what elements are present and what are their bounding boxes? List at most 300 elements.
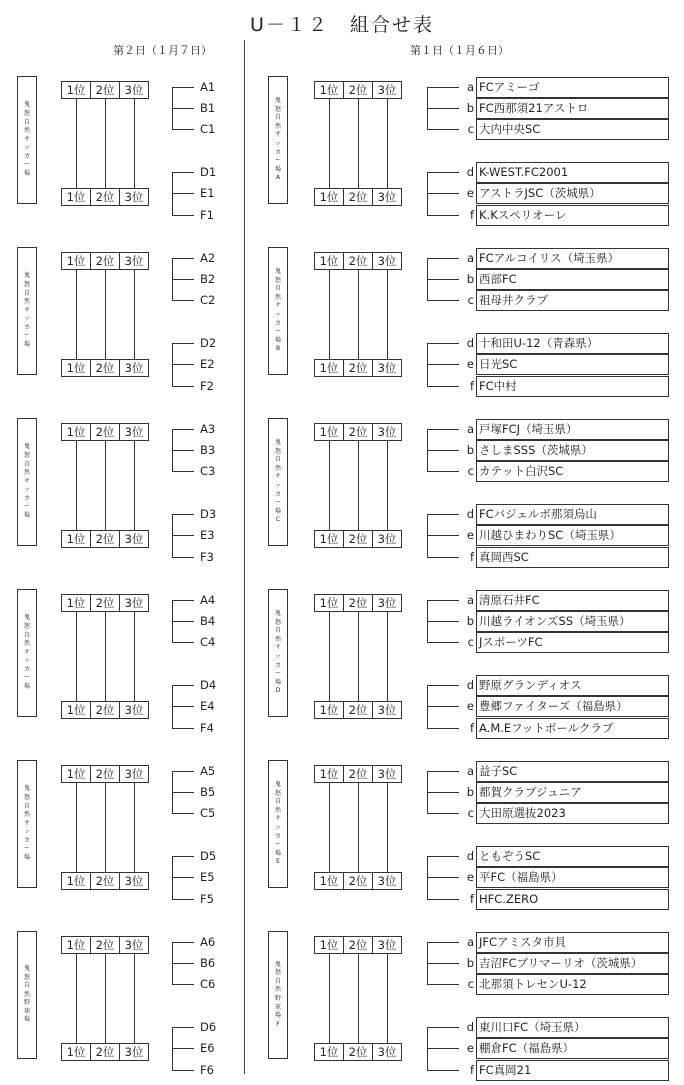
rank-2-cell: 2位 <box>343 360 372 376</box>
venue-char: 場 <box>274 336 281 344</box>
day1-bracket-line-1 <box>427 279 459 280</box>
venue-char: ー <box>274 841 281 849</box>
team-letter-label: b <box>466 443 474 457</box>
day2-bracket-line-4 <box>172 877 194 878</box>
day1-bracket-line-2 <box>427 984 459 985</box>
day1-upper-rank-box <box>314 765 402 783</box>
day1-match-line <box>358 612 359 701</box>
day1-bracket-line-4 <box>427 193 459 194</box>
group-block <box>0 412 684 572</box>
team-letter-label: a <box>466 251 474 265</box>
team-name-box: 豊郷ファイターズ（福島県） <box>476 696 669 717</box>
day2-bracket-line-1 <box>172 279 194 280</box>
group-code-label: E6 <box>200 1041 215 1055</box>
venue-char: 自 <box>23 631 30 639</box>
team-letter-label: d <box>466 678 474 692</box>
group-code-label: B4 <box>200 614 216 628</box>
venue-char: 然 <box>274 806 281 814</box>
venue-char: 場 <box>274 678 281 686</box>
day1-bracket-connector-top <box>427 942 428 984</box>
day2-match-line <box>105 612 106 701</box>
rank-1-cell: 1位 <box>319 190 339 204</box>
rank-3-cell: 3位 <box>119 873 148 889</box>
day1-upper-rank-box <box>314 252 402 270</box>
rank-2-cell: 2位 <box>343 595 372 611</box>
day2-bracket-line-2 <box>172 984 194 985</box>
day2-lower-rank-box <box>61 1043 149 1061</box>
venue-char: ー <box>274 499 281 507</box>
venue-char: ッ <box>274 311 281 318</box>
venue-char: ー <box>23 503 30 511</box>
day1-match-line <box>387 612 388 701</box>
rank-3-cell: 3位 <box>119 82 148 98</box>
day2-match-line <box>76 783 77 872</box>
day2-lower-rank-box <box>61 359 149 377</box>
team-name-box: 十和田U-12（青森県） <box>476 333 669 354</box>
day1-bracket-line-2 <box>427 300 459 301</box>
day2-bracket-line-0 <box>172 942 194 943</box>
day2-bracket-line-4 <box>172 1048 194 1049</box>
day1-bracket-line-1 <box>427 450 459 451</box>
day1-venue-label <box>268 760 288 888</box>
day2-bracket-line-2 <box>172 471 194 472</box>
day2-bracket-line-5 <box>172 1070 194 1071</box>
group-code-label: A5 <box>200 764 216 778</box>
day1-bracket-line-1 <box>427 963 459 964</box>
day2-bracket-line-2 <box>172 129 194 130</box>
rank-2-cell: 2位 <box>343 766 372 782</box>
rank-2-cell: 2位 <box>90 1044 119 1060</box>
team-letter-label: f <box>469 208 474 222</box>
day2-bracket-connector-top <box>172 258 173 300</box>
team-letter-label: b <box>466 614 474 628</box>
day2-bracket-line-2 <box>172 300 194 301</box>
team-name-box: JスポーツFC <box>476 632 669 653</box>
venue-char: 怒 <box>274 105 281 113</box>
venue-char: 場 <box>274 165 281 173</box>
venue-char: 然 <box>274 464 281 472</box>
day2-bracket-line-1 <box>172 450 194 451</box>
group-code-label: A1 <box>200 80 216 94</box>
group-code-label: A4 <box>200 593 216 607</box>
venue-char: 怒 <box>274 276 281 284</box>
day1-bracket-line-0 <box>427 258 459 259</box>
day1-match-line <box>329 612 330 701</box>
team-letter-label: e <box>466 186 474 200</box>
group-code-label: E3 <box>200 528 215 542</box>
day2-bracket-line-5 <box>172 386 194 387</box>
day2-bracket-connector-top <box>172 600 173 642</box>
day2-bracket-connector-top <box>172 87 173 129</box>
day2-bracket-line-0 <box>172 87 194 88</box>
rank-3-cell: 3位 <box>372 82 401 98</box>
rank-2-cell: 2位 <box>90 595 119 611</box>
day2-bracket-line-3 <box>172 343 194 344</box>
team-letter-label: f <box>469 1063 474 1077</box>
day1-bracket-line-5 <box>427 215 459 216</box>
rank-2-cell: 2位 <box>90 702 119 718</box>
rank-1-cell: 1位 <box>66 83 86 97</box>
day2-venue-label <box>17 418 37 546</box>
group-code-label: C3 <box>200 464 216 478</box>
day2-lower-rank-box <box>61 188 149 206</box>
day2-match-line <box>76 954 77 1043</box>
team-letter-label: f <box>469 721 474 735</box>
day1-bracket-line-4 <box>427 706 459 707</box>
day2-upper-rank-box <box>61 594 149 612</box>
rank-3-cell: 3位 <box>372 766 401 782</box>
group-code-label: F3 <box>200 550 214 564</box>
rank-1-cell: 1位 <box>319 532 339 546</box>
group-block <box>0 925 684 1085</box>
team-name-box: 都賀クラブジュニア <box>476 782 669 803</box>
venue-char: サ <box>274 644 281 652</box>
venue-char: 野 <box>23 999 30 1007</box>
rank-2-cell: 2位 <box>90 253 119 269</box>
day2-match-line <box>76 99 77 188</box>
day2-heading: 第２日（１月７日） <box>113 44 212 57</box>
venue-char: 自 <box>23 289 30 297</box>
venue-char: 然 <box>274 986 281 994</box>
venue-char: ッ <box>274 653 281 660</box>
group-code-label: B5 <box>200 785 216 799</box>
venue-char: 場 <box>23 683 30 691</box>
team-letter-label: e <box>466 870 474 884</box>
venue-char: 鬼 <box>23 964 30 972</box>
day2-bracket-line-3 <box>172 1027 194 1028</box>
venue-char: カ <box>274 490 281 498</box>
rank-3-cell: 3位 <box>372 531 401 547</box>
team-name-box: カテット白沢SC <box>476 461 669 482</box>
day2-match-line <box>105 441 106 530</box>
rank-1-cell: 1位 <box>66 1045 86 1059</box>
rank-2-cell: 2位 <box>343 702 372 718</box>
rank-3-cell: 3位 <box>119 360 148 376</box>
team-letter-label: f <box>469 892 474 906</box>
team-letter-label: b <box>466 101 474 115</box>
venue-char: サ <box>23 477 30 485</box>
group-code-label: E4 <box>200 699 215 713</box>
group-code-label: F6 <box>200 1063 214 1077</box>
venue-char: 怒 <box>274 789 281 797</box>
venue-char: 自 <box>23 802 30 810</box>
day2-bracket-line-1 <box>172 108 194 109</box>
venue-char: カ <box>23 152 30 160</box>
rank-1-cell: 1位 <box>319 361 339 375</box>
rank-1-cell: 1位 <box>319 938 339 952</box>
day1-match-line <box>358 99 359 188</box>
group-code-label: F5 <box>200 892 214 906</box>
team-name-box: 益子SC <box>476 761 669 782</box>
venue-char: 鬼 <box>23 443 30 451</box>
rank-1-cell: 1位 <box>319 596 339 610</box>
group-code-label: E2 <box>200 357 215 371</box>
venue-char: 自 <box>23 118 30 126</box>
day1-bracket-connector-top <box>427 429 428 471</box>
team-letter-label: a <box>466 422 474 436</box>
rank-3-cell: 3位 <box>372 873 401 889</box>
venue-char: 場 <box>23 1016 30 1024</box>
day1-match-line <box>329 270 330 359</box>
rank-2-cell: 2位 <box>343 424 372 440</box>
venue-char: 怒 <box>274 447 281 455</box>
venue-char: 自 <box>274 977 281 985</box>
day1-bracket-line-0 <box>427 429 459 430</box>
venue-char: 怒 <box>23 622 30 630</box>
team-letter-label: c <box>467 122 474 136</box>
team-name-box: 野原グランディオス <box>476 675 669 696</box>
day2-bracket-line-0 <box>172 258 194 259</box>
venue-char: 場 <box>274 507 281 515</box>
venue-char: サ <box>23 135 30 143</box>
team-name-box: ともぞうSC <box>476 846 669 867</box>
day2-venue-label <box>17 76 37 204</box>
venue-char: D <box>275 687 281 695</box>
group-block <box>0 241 684 401</box>
rank-2-cell: 2位 <box>343 82 372 98</box>
rank-1-cell: 1位 <box>66 596 86 610</box>
group-block <box>0 583 684 743</box>
team-letter-label: e <box>466 357 474 371</box>
page-title: U－１２ 組合せ表 <box>250 14 434 36</box>
team-name-box: A.M.Eフットボールクラブ <box>476 718 669 739</box>
day2-match-line <box>105 954 106 1043</box>
team-letter-label: d <box>466 1020 474 1034</box>
day2-bracket-line-0 <box>172 429 194 430</box>
day1-upper-rank-box <box>314 594 402 612</box>
team-name-box: 平FC（福島県） <box>476 867 669 888</box>
day1-bracket-line-0 <box>427 87 459 88</box>
day2-match-line <box>134 441 135 530</box>
rank-3-cell: 3位 <box>372 1044 401 1060</box>
rank-2-cell: 2位 <box>343 189 372 205</box>
venue-char: ー <box>23 845 30 853</box>
day1-lower-rank-box <box>314 872 402 890</box>
group-code-label: D1 <box>200 165 217 179</box>
day2-venue-label <box>17 247 37 375</box>
venue-char: 自 <box>23 460 30 468</box>
group-code-label: D3 <box>200 507 217 521</box>
day1-bracket-line-4 <box>427 1048 459 1049</box>
day1-heading: 第１日（１月６日） <box>410 44 509 57</box>
venue-char: ー <box>274 670 281 678</box>
rank-3-cell: 3位 <box>119 702 148 718</box>
day1-bracket-line-0 <box>427 771 459 772</box>
venue-char: 場 <box>274 1012 281 1020</box>
venue-char: 場 <box>23 341 30 349</box>
group-block <box>0 70 684 230</box>
rank-1-cell: 1位 <box>66 361 86 375</box>
team-name-box: 川越ライオンズSS（埼玉県） <box>476 611 669 632</box>
rank-2-cell: 2位 <box>343 873 372 889</box>
day1-bracket-line-0 <box>427 942 459 943</box>
venue-char: 場 <box>23 512 30 520</box>
rank-2-cell: 2位 <box>90 937 119 953</box>
venue-char: 然 <box>274 635 281 643</box>
day2-bracket-line-4 <box>172 364 194 365</box>
team-name-box: 祖母井クラブ <box>476 290 669 311</box>
venue-char: F <box>276 1020 280 1028</box>
group-code-label: C5 <box>200 806 216 820</box>
group-code-label: A3 <box>200 422 216 436</box>
group-code-label: C6 <box>200 977 216 991</box>
team-letter-label: b <box>466 956 474 970</box>
venue-char: カ <box>23 494 30 502</box>
rank-1-cell: 1位 <box>66 938 86 952</box>
day2-lower-rank-box <box>61 872 149 890</box>
day1-bracket-line-3 <box>427 856 459 857</box>
venue-char: 然 <box>23 990 30 998</box>
venue-char: 球 <box>23 1007 30 1015</box>
team-name-box: 戸塚FCJ（埼玉県） <box>476 419 669 440</box>
day2-match-line <box>134 612 135 701</box>
venue-char: ッ <box>23 315 30 323</box>
group-code-label: E1 <box>200 186 215 200</box>
venue-char: 怒 <box>23 973 30 981</box>
day2-upper-rank-box <box>61 936 149 954</box>
day2-upper-rank-box <box>61 423 149 441</box>
day2-match-line <box>134 783 135 872</box>
rank-3-cell: 3位 <box>119 1044 148 1060</box>
venue-char: 自 <box>274 627 281 635</box>
rank-2-cell: 2位 <box>343 937 372 953</box>
group-code-label: C4 <box>200 635 216 649</box>
venue-char: 自 <box>274 285 281 293</box>
venue-char: 然 <box>23 127 30 135</box>
venue-char: ッ <box>23 657 30 665</box>
day2-match-line <box>134 99 135 188</box>
team-name-box: 川越ひまわりSC（埼玉県） <box>476 525 669 546</box>
venue-char: 怒 <box>23 451 30 459</box>
day1-venue-label <box>268 247 288 375</box>
team-letter-label: b <box>466 272 474 286</box>
day2-bracket-line-4 <box>172 706 194 707</box>
venue-char: ー <box>23 332 30 340</box>
day2-bracket-line-2 <box>172 813 194 814</box>
day1-match-line <box>329 99 330 188</box>
group-code-label: F1 <box>200 208 214 222</box>
day1-match-line <box>358 270 359 359</box>
team-letter-label: a <box>466 593 474 607</box>
day1-bracket-line-1 <box>427 792 459 793</box>
day1-bracket-line-1 <box>427 108 459 109</box>
day2-match-line <box>105 783 106 872</box>
day1-venue-label <box>268 931 288 1059</box>
rank-3-cell: 3位 <box>372 360 401 376</box>
team-name-box: 真岡西SC <box>476 547 669 568</box>
group-code-label: E5 <box>200 870 215 884</box>
venue-char: ッ <box>274 482 281 489</box>
day1-bracket-line-2 <box>427 471 459 472</box>
venue-char: カ <box>274 661 281 669</box>
rank-3-cell: 3位 <box>119 766 148 782</box>
day1-bracket-line-3 <box>427 685 459 686</box>
rank-2-cell: 2位 <box>90 360 119 376</box>
team-name-box: 西部FC <box>476 269 669 290</box>
day1-bracket-line-4 <box>427 877 459 878</box>
group-code-label: C2 <box>200 293 216 307</box>
team-letter-label: e <box>466 528 474 542</box>
venue-char: 自 <box>274 456 281 464</box>
team-name-box: JFCアミスタ市貝 <box>476 932 669 953</box>
day1-bracket-line-5 <box>427 557 459 558</box>
day1-bracket-line-4 <box>427 364 459 365</box>
venue-char: 鬼 <box>23 101 30 109</box>
day1-match-line <box>329 783 330 872</box>
venue-char: 自 <box>23 982 30 990</box>
day1-venue-label <box>268 589 288 717</box>
team-name-box: FCアルコイリス（埼玉県） <box>476 248 669 269</box>
team-letter-label: d <box>466 336 474 350</box>
day1-match-line <box>329 441 330 530</box>
rank-3-cell: 3位 <box>372 189 401 205</box>
venue-char: A <box>275 174 281 182</box>
day1-match-line <box>387 270 388 359</box>
rank-1-cell: 1位 <box>66 190 86 204</box>
team-name-box: さしまSSS（茨城県） <box>476 440 669 461</box>
day1-bracket-line-2 <box>427 642 459 643</box>
day2-match-line <box>76 270 77 359</box>
venue-char: ッ <box>274 824 281 831</box>
venue-char: サ <box>23 819 30 827</box>
day1-bracket-line-2 <box>427 129 459 130</box>
group-code-label: F2 <box>200 379 214 393</box>
venue-char: 場 <box>23 854 30 862</box>
venue-char: ー <box>23 674 30 682</box>
rank-1-cell: 1位 <box>66 532 86 546</box>
venue-char: 然 <box>23 469 30 477</box>
day1-lower-rank-box <box>314 530 402 548</box>
rank-3-cell: 3位 <box>372 702 401 718</box>
day2-bracket-line-1 <box>172 963 194 964</box>
day1-upper-rank-box <box>314 81 402 99</box>
venue-char: カ <box>23 323 30 331</box>
venue-char: 鬼 <box>274 268 281 276</box>
venue-char: サ <box>274 302 281 310</box>
day1-match-line <box>387 441 388 530</box>
day2-bracket-line-2 <box>172 642 194 643</box>
venue-char: サ <box>274 815 281 823</box>
venue-char: 場 <box>23 170 30 178</box>
team-letter-label: c <box>467 464 474 478</box>
team-name-box: K-WEST.FC2001 <box>476 162 669 183</box>
day1-bracket-line-3 <box>427 343 459 344</box>
venue-char: C <box>275 516 281 524</box>
day2-bracket-line-0 <box>172 600 194 601</box>
day2-bracket-line-5 <box>172 728 194 729</box>
venue-char: 然 <box>23 298 30 306</box>
rank-1-cell: 1位 <box>319 767 339 781</box>
rank-1-cell: 1位 <box>319 1045 339 1059</box>
team-name-box: 北那須トレセンU-12 <box>476 974 669 995</box>
venue-char: 自 <box>274 114 281 122</box>
day1-bracket-line-2 <box>427 813 459 814</box>
rank-3-cell: 3位 <box>372 424 401 440</box>
day1-bracket-line-5 <box>427 386 459 387</box>
venue-char: 場 <box>274 849 281 857</box>
day1-lower-rank-box <box>314 359 402 377</box>
rank-1-cell: 1位 <box>66 703 86 717</box>
day1-bracket-connector-top <box>427 258 428 300</box>
group-code-label: A2 <box>200 251 216 265</box>
group-code-label: A6 <box>200 935 216 949</box>
day2-bracket-line-3 <box>172 172 194 173</box>
venue-char: 鬼 <box>274 781 281 789</box>
day2-bracket-line-4 <box>172 535 194 536</box>
rank-1-cell: 1位 <box>66 874 86 888</box>
venue-char: 怒 <box>274 969 281 977</box>
venue-char: 然 <box>274 122 281 130</box>
